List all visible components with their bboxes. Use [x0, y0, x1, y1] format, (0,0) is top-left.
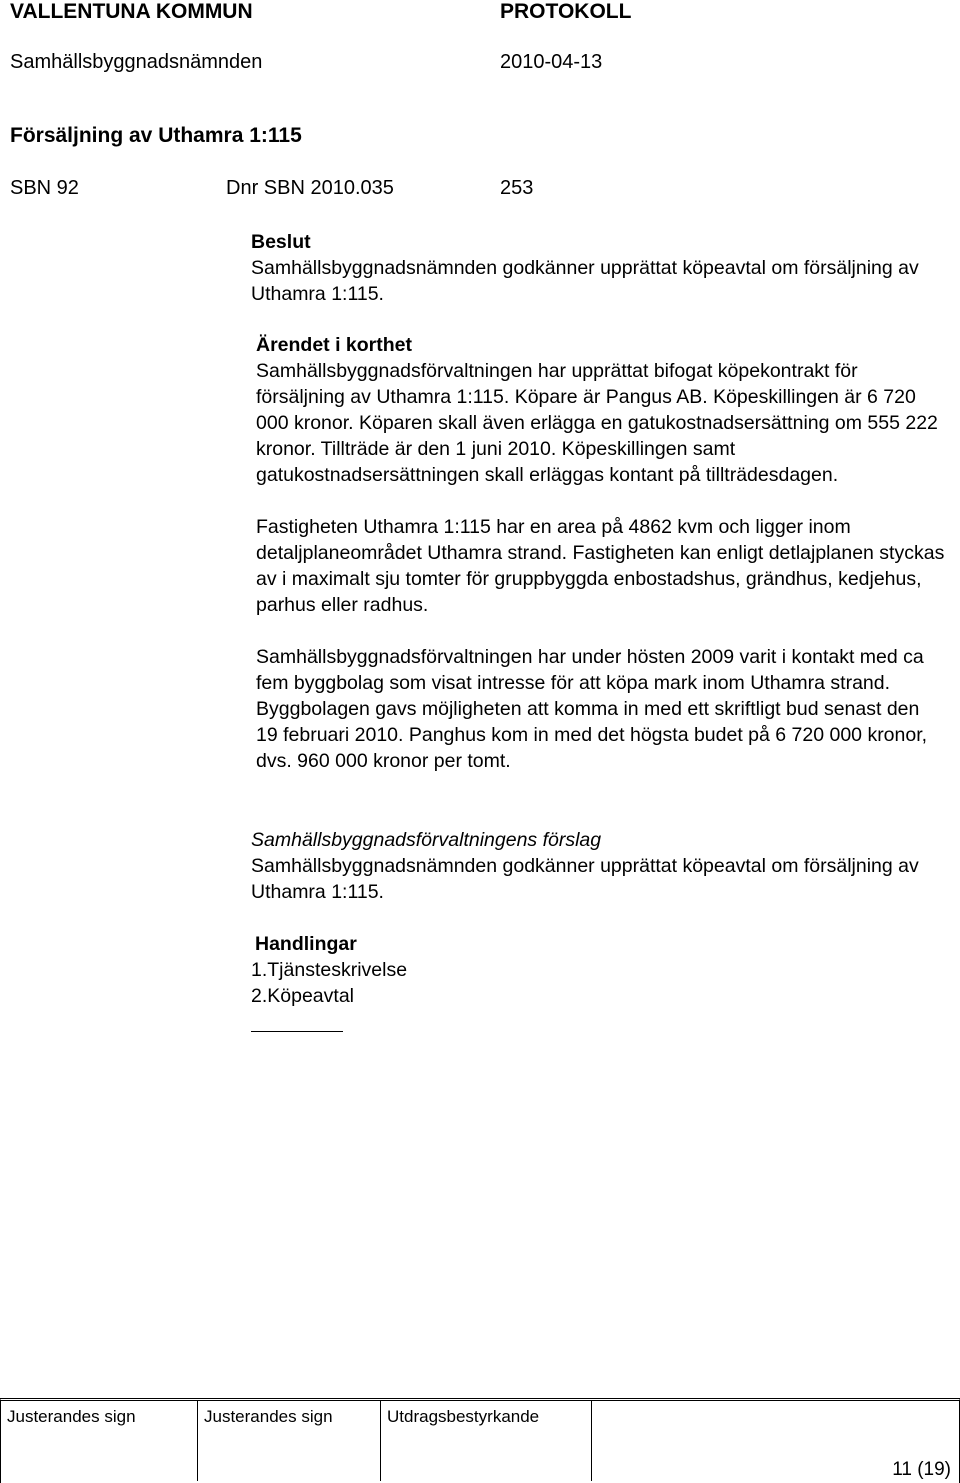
handlingar-item: 2.Köpeavtal — [251, 985, 354, 1007]
beslut-heading: Beslut — [251, 231, 311, 253]
sign-label-1: Justerandes sign — [7, 1407, 136, 1426]
handlingar-section — [251, 931, 751, 1009]
meeting-date: 2010-04-13 — [500, 51, 603, 73]
arendet-paragraph-1: Samhällsbyggnadsförvaltningen har upprättat bifogat köpekontrakt för försäljning av Uthamra 1:115. Köpare är Pangus AB. Köpeskillingen är 6 720 000 kronor. Köparen skall även erlägga en gatukostnadsersättning om 555 222 kronor. Tillträde är den 1 juni 2010. Köpeskillingen samt gatukostnadsersättningen skall erläggas kontant på tillträdesdagen. — [256, 360, 938, 486]
archive-code: 253 — [500, 177, 534, 199]
beslut-section — [251, 229, 921, 307]
sign-box-1 — [1, 1401, 198, 1481]
dnr-number: Dnr SBN 2010.035 — [226, 177, 394, 199]
document-type: PROTOKOLL — [500, 0, 632, 23]
extract-label: Utdragsbestyrkande — [387, 1407, 540, 1426]
sign-label-2: Justerandes sign — [204, 1407, 333, 1426]
organization-name: VALLENTUNA KOMMUN — [10, 0, 253, 23]
forslag-text: Samhällsbyggnadsnämnden godkänner upprättat köpeavtal om försäljning av Uthamra 1:115. — [251, 855, 919, 903]
arendet-section — [256, 332, 946, 774]
signature-footer — [0, 1398, 960, 1483]
extract-box — [381, 1401, 592, 1481]
forslag-heading: Samhällsbyggnadsförvaltningens förslag — [251, 829, 602, 851]
handlingar-heading: Handlingar — [255, 933, 357, 955]
arendet-paragraph-2: Fastigheten Uthamra 1:115 har en area på 4862 kvm och ligger inom detaljplaneområdet Uthamra strand. Fastigheten kan enligt detlajplanen styckas av i maximalt sju tomter för gruppbyggda enbostadshus, grändhus, kedjehus, parhus eller radhus. — [256, 516, 945, 616]
arendet-heading: Ärendet i korthet — [256, 334, 413, 356]
arendet-paragraph-3: Samhällsbyggnadsförvaltningen har under hösten 2009 varit i kontakt med ca fem byggbolag som visat intresse för att köpa mark inom Uthamra strand. Byggbolagen gavs möjligheten att komma in med ett skriftligt bud senast den 19 februari 2010. Panghus kom in med det högsta budet på 6 720 000 kronor, dvs. 960 000 kronor per tomt. — [256, 646, 928, 772]
forslag-section — [251, 827, 921, 905]
committee-name: Samhällsbyggnadsnämnden — [10, 51, 263, 73]
end-rule — [251, 1031, 343, 1032]
beslut-text: Samhällsbyggnadsnämnden godkänner upprättat köpeavtal om försäljning av Uthamra 1:115. — [251, 257, 919, 305]
sign-box-2 — [198, 1401, 381, 1481]
page-number: 11 (19) — [892, 1459, 951, 1480]
handlingar-item: 1.Tjänsteskrivelse — [251, 959, 408, 981]
matter-title: Försäljning av Uthamra 1:115 — [10, 124, 302, 147]
sbn-number: SBN 92 — [10, 177, 79, 199]
